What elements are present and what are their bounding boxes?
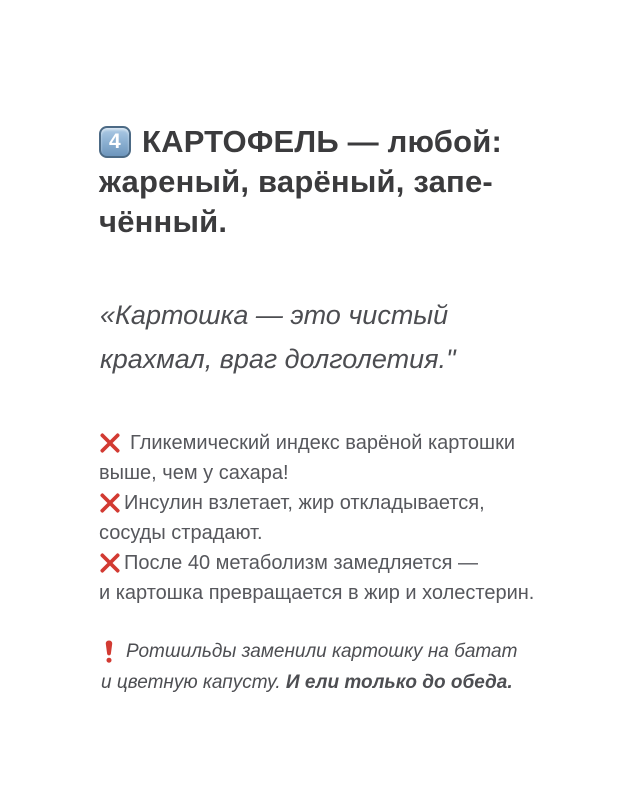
keycap-4-emoji-icon: 4 bbox=[99, 126, 131, 158]
warning-item bbox=[99, 488, 589, 548]
note-block bbox=[101, 636, 581, 698]
warning-line: и картошка превращается в жир и холестерин. bbox=[99, 582, 535, 604]
heading-text-3: чённый. bbox=[99, 204, 228, 239]
warning-line: выше, чем у сахара! bbox=[99, 462, 289, 484]
quote-block bbox=[100, 293, 580, 381]
note-text-regular: и цветную капусту. bbox=[101, 672, 286, 693]
cross-mark-icon bbox=[99, 492, 121, 514]
heading-text-1: КАРТОФЕЛЬ — любой: bbox=[142, 124, 503, 159]
exclamation-mark-icon bbox=[103, 640, 115, 663]
note-line-1 bbox=[101, 636, 581, 667]
warning-text: После 40 метаболизм замедляется — bbox=[124, 552, 479, 574]
warning-item bbox=[99, 548, 589, 608]
quote-line-1: «Картошка — это чистый bbox=[100, 300, 449, 330]
note-text: Ротшильды заменили картошку на батат bbox=[126, 641, 518, 662]
cross-mark-icon bbox=[99, 552, 121, 574]
warning-item bbox=[99, 428, 589, 488]
quote-line-2: крахмал, враг долголетия." bbox=[100, 344, 456, 374]
heading-text-2: жареный, варёный, запе- bbox=[99, 164, 493, 199]
warning-line bbox=[99, 548, 589, 578]
cross-mark-icon bbox=[99, 432, 121, 454]
warning-list bbox=[99, 428, 589, 608]
note-text-bold: И ели только до обеда. bbox=[285, 672, 513, 693]
warning-line: сосуды страдают. bbox=[99, 522, 263, 544]
heading-line-1 bbox=[99, 122, 589, 162]
warning-line bbox=[99, 488, 589, 518]
note-line-2 bbox=[101, 667, 581, 698]
warning-line bbox=[99, 428, 589, 458]
post-heading bbox=[99, 122, 589, 242]
warning-text: Гликемический индекс варёной картошки bbox=[130, 432, 515, 454]
warning-text: Инсулин взлетает, жир откладывается, bbox=[124, 492, 485, 514]
